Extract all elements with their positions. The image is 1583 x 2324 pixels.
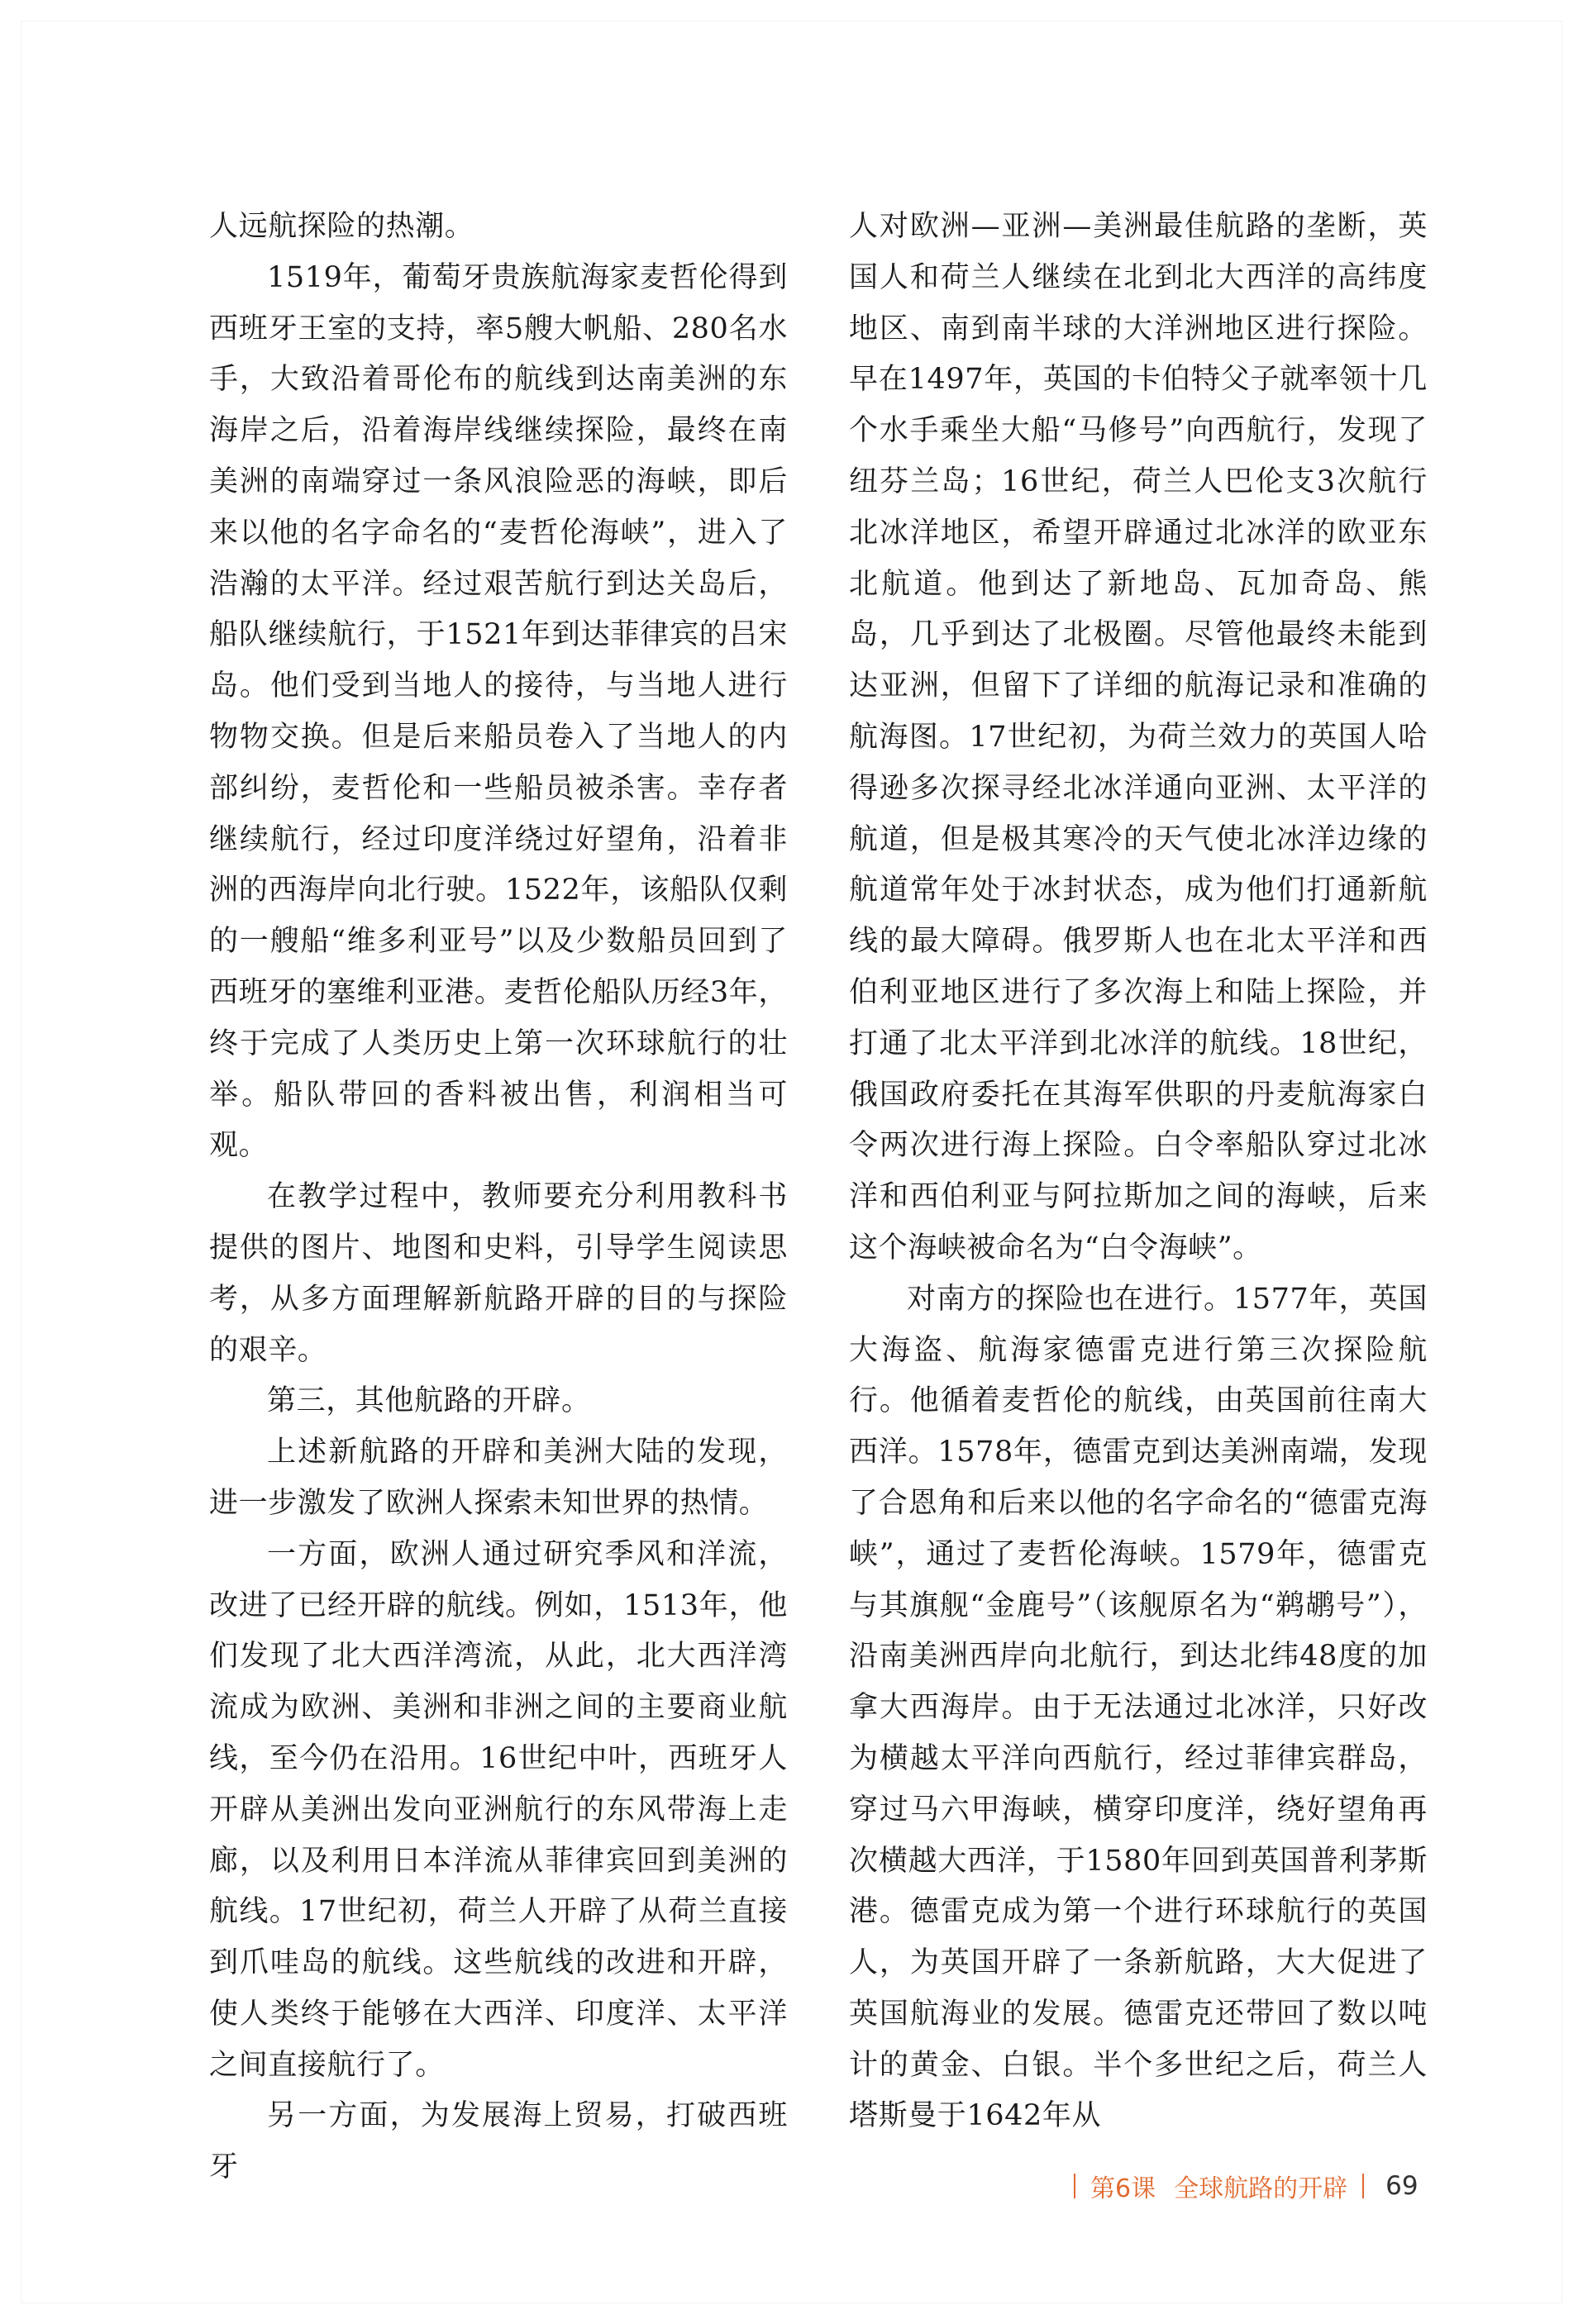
paragraph-teaching-note: 在教学过程中，教师要充分利用教科书提供的图片、地图和史料，引导学生阅读思考，从多方面理解新航路开辟的目的与探险的艰辛。 [209,1180,788,1367]
paragraph-continuation: 人远航探险的热潮。 [209,210,474,243]
paragraph-southern-exploration: 对南方的探险也在进行。1577年，英国大海盗、航海家德雷克进行第三次探险航行。他循着麦哲伦的航线，由英国前往南大西洋。1578年，德雷克到达美洲南端，发现了合恩角和后来以他的名字命名的“德雷克海峡”，通过了麦哲伦海峡。1579年，德雷克与其旗舰“金鹿号”（该舰原名为“鹈鹕号”），沿南美洲西岸向北航行，到达北纬48度的加拿大西海岸。由于无法通过北冰洋，只好改为横越太平洋向西航行，经过菲律宾群岛，穿过马六甲海峡，横穿印度洋，绕好望角再次横越大西洋，于1580年回到英国普利茅斯港。德雷克成为第一个进行环球航行的英国人，为英国开辟了一条新航路，大大促进了英国航海业的发展。德雷克还带回了数以吨计的黄金、白银。半个多世纪之后，荷兰人塔斯曼于1642年从 [849,1282,1428,2133]
right-text-column [849,202,1428,2142]
footer-lesson-title: 全球航路的开辟 [1174,2174,1348,2203]
section-heading-other-routes: 第三，其他航路的开辟。 [267,1384,591,1418]
paragraph-northern-exploration: 人对欧洲—亚洲—美洲最佳航路的垄断，英国人和荷兰人继续在北到北大西洋的高纬度地区、南到南半球的大洋洲地区进行探险。早在1497年，英国的卡伯特父子就率领十几个水手乘坐大船“马修号”向西航行，发现了纽芬兰岛；16世纪，荷兰人巴伦支3次航行北冰洋地区，希望开辟通过北冰洋的欧亚东北航道。他到达了新地岛、瓦加奇岛、熊岛，几乎到达了北极圈。尽管他最终未能到达亚洲，但留下了详细的航海记录和准确的航海图。17世纪初，为荷兰效力的英国人哈得逊多次探寻经北冰洋通向亚洲、太平洋的航道，但是极其寒冷的天气使北冰洋边缘的航道常年处于冰封状态，成为他们打通新航线的最大障碍。俄罗斯人也在北太平洋和西伯利亚地区进行了多次海上和陆上探险，并打通了北太平洋到北冰洋的航线。18世纪，俄国政府委托在其海军供职的丹麦航海家白令两次进行海上探险。白令率船队穿过北冰洋和西伯利亚与阿拉斯加之间的海峡，后来这个海峡被命名为“白令海峡”。 [849,210,1428,1264]
page-number: 69 [1385,2171,1419,2201]
footer-lesson-number: 第6课 [1090,2174,1156,2203]
paragraph-trade: 另一方面，为发展海上贸易，打破西班牙 [209,2099,788,2184]
paragraph-currents: 一方面，欧洲人通过研究季风和洋流，改进了已经开辟的航线。例如，1513年，他们发现了北大西洋湾流，从此，北大西洋湾流成为欧洲、美洲和非洲之间的主要商业航线，至今仍在沿用。16世纪中叶，西班牙人开辟从美洲出发向亚洲航行的东风带海上走廊，以及利用日本洋流从菲律宾回到美洲的航线。17世纪初，荷兰人开辟了从荷兰直接到爪哇岛的航线。这些航线的改进和开辟，使人类终于能够在大西洋、印度洋、太平洋之间直接航行了。 [209,1537,788,2082]
paragraph-magellan: 1519年，葡萄牙贵族航海家麦哲伦得到西班牙王室的支持，率5艘大帆船、280名水手，大致沿着哥伦布的航线到达南美洲的东海岸之后，沿着海岸线继续探险，最终在南美洲的南端穿过一条风浪险恶的海峡，即后来以他的名字命名的“麦哲伦海峡”，进入了浩瀚的太平洋。经过艰苦航行到达关岛后，船队继续航行，于1521年到达菲律宾的吕宋岛。他们受到当地人的接待，与当地人进行物物交换。但是后来船员卷入了当地人的内部纠纷，麦哲伦和一些船员被杀害。幸存者继续航行，经过印度洋绕过好望角，沿着非洲的西海岸向北行驶。1522年，该船队仅剩的一艘船“维多利亚号”以及少数船员回到了西班牙的塞维利亚港。麦哲伦船队历经3年，终于完成了人类历史上第一次环球航行的壮举。船队带回的香料被出售，利润相当可观。 [209,260,788,1163]
left-text-column [209,202,788,2193]
paragraph-intro-other-routes: 上述新航路的开辟和美洲大陆的发现，进一步激发了欧洲人探索未知世界的热情。 [209,1436,788,1520]
page-footer [1059,2168,1419,2204]
footer-divider-right [1362,2174,1364,2198]
footer-divider-left [1074,2174,1075,2198]
textbook-page [21,21,1562,2303]
